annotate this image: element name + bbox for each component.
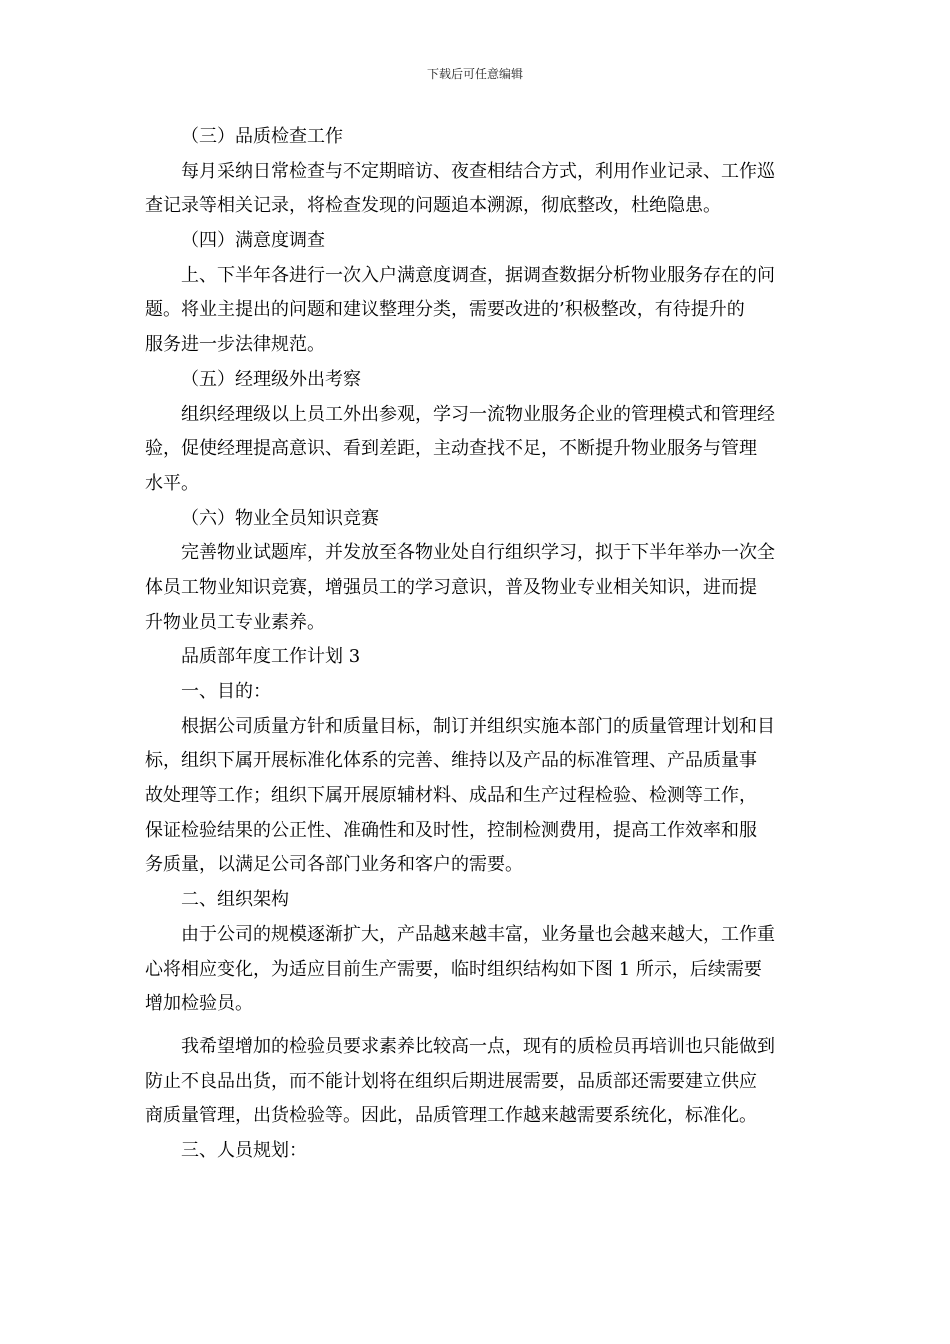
section-heading-quality-inspection: （三）品质检查工作	[181, 126, 343, 147]
document-subtitle: 品质部年度工作计划 3	[181, 646, 361, 668]
paragraph-line: 心将相应变化，为适应目前生产需要，临时组织结构如下图 1 所示，后续需要	[145, 958, 762, 980]
paragraph-line: 增加检验员。	[145, 993, 253, 1015]
section-heading-satisfaction-survey: （四）满意度调查	[181, 230, 325, 252]
paragraph-line: 保证检验结果的公正性、准确性和及时性，控制检测费用，提高工作效率和服	[145, 819, 757, 841]
paragraph-line: 务质量，以满足公司各部门业务和客户的需要。	[145, 854, 523, 876]
paragraph-line: 查记录等相关记录，将检查发现的问题追本溯源，彻底整改，杜绝隐患。	[145, 195, 721, 217]
page-header: 下载后可任意编辑	[426, 67, 523, 81]
section-heading-staffing: 三、人员规划：	[181, 1139, 307, 1161]
paragraph-line: 上、下半年各进行一次入户满意度调查，据调查数据分析物业服务存在的问	[181, 264, 775, 286]
paragraph-line: 故处理等工作；组织下属开展原辅材料、成品和生产过程检验、检测等工作，	[145, 785, 757, 807]
paragraph-line: 完善物业试题库，并发放至各物业处自行组织学习，拟于下半年举办一次全	[181, 542, 775, 564]
paragraph-line: 组织经理级以上员工外出参观，学习一流物业服务企业的管理模式和管理经	[181, 403, 775, 425]
paragraph-line: 题。将业主提出的问题和建议整理分类，需要改进的’积极整改，有待提升的	[145, 299, 745, 321]
paragraph-line: 由于公司的规模逐渐扩大，产品越来越丰富，业务量也会越来越大，工作重	[181, 923, 775, 945]
paragraph-line: 我希望增加的检验员要求素养比较高一点，现有的质检员再培训也只能做到	[181, 1035, 775, 1057]
paragraph-line: 验，促使经理提高意识、看到差距，主动查找不足，不断提升物业服务与管理	[145, 438, 757, 460]
paragraph-line: 商质量管理，出货检验等。因此，品质管理工作越来越需要系统化，标准化。	[145, 1105, 757, 1127]
paragraph-line: 标，组织下属开展标准化体系的完善、维持以及产品的标准管理、产品质量事	[145, 750, 757, 772]
section-heading-manager-inspection: （五）经理级外出考察	[181, 368, 361, 390]
paragraph-line: 水平。	[145, 472, 199, 494]
paragraph-line: 防止不良品出货，而不能计划将在组织后期进展需要，品质部还需要建立供应	[145, 1070, 757, 1092]
section-heading-purpose: 一、目的：	[181, 681, 271, 702]
paragraph-line: 根据公司质量方针和质量目标，制订并组织实施本部门的质量管理计划和目	[181, 715, 775, 737]
paragraph-line: 每月采纳日常检查与不定期暗访、夜查相结合方式，利用作业记录、工作巡	[181, 160, 775, 182]
paragraph-line: 服务进一步法律规范。	[145, 334, 325, 356]
section-heading-knowledge-contest: （六）物业全员知识竞赛	[181, 507, 379, 529]
section-heading-organization: 二、组织架构	[181, 889, 289, 911]
paragraph-line: 升物业员工专业素养。	[145, 611, 325, 633]
document-body	[145, 120, 809, 1169]
paragraph-line: 体员工物业知识竞赛，增强员工的学习意识，普及物业专业相关知识，进而提	[145, 576, 757, 598]
